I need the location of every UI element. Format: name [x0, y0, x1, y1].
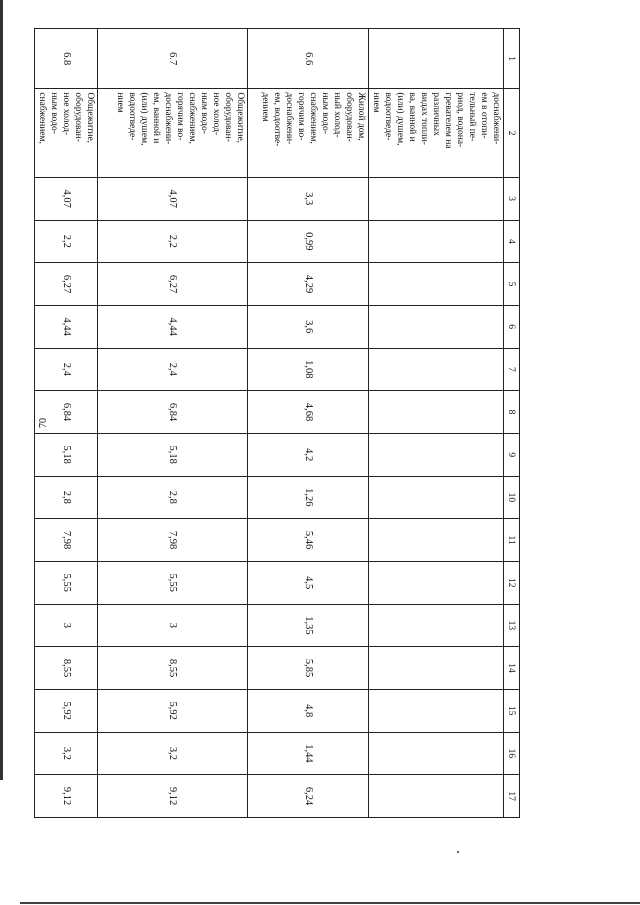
value-cell: 6,84	[98, 391, 248, 434]
column-number-header: 8	[504, 391, 520, 434]
value-cell: 3,2	[35, 732, 98, 775]
header-row	[504, 29, 520, 818]
total-cell: 9,12	[98, 775, 248, 818]
column-number-header: 3	[504, 177, 520, 220]
value-cell: 5,85	[248, 647, 369, 690]
column-number-header: 5	[504, 263, 520, 306]
value-cell: 6,27	[35, 263, 98, 306]
value-cell: 3,2	[98, 732, 248, 775]
value-cell	[369, 689, 504, 732]
column-number-header: 17	[504, 775, 520, 818]
value-cell: 3,6	[248, 305, 369, 348]
value-cell	[369, 519, 504, 562]
column-number-header: 11	[504, 519, 520, 562]
row-description: доснабжени- ем в отопи- тельный пе- риод, водона- гревателем на различных видах топли- ва, ванной и (или) душем, водоотведе- нием	[369, 89, 504, 177]
value-cell: 1,08	[248, 348, 369, 391]
value-cell: 1,35	[248, 604, 369, 647]
column-number-header: 2	[504, 89, 520, 177]
total-cell: 6,24	[248, 775, 369, 818]
value-cell	[369, 348, 504, 391]
column-number-header: 4	[504, 220, 520, 263]
value-cell	[369, 561, 504, 604]
value-cell: 5,55	[98, 561, 248, 604]
value-cell: 7,98	[35, 519, 98, 562]
value-cell: 2,2	[35, 220, 98, 263]
scan-edge-line	[0, 0, 3, 780]
total-cell: 9,12	[35, 775, 98, 818]
value-cell: 2,4	[98, 348, 248, 391]
value-cell: 6,27	[98, 263, 248, 306]
value-cell: 5,92	[98, 689, 248, 732]
value-cell	[369, 177, 504, 220]
column-number-header: 13	[504, 604, 520, 647]
row-description: Общежитие, оборудован- ное холод- ным водо- снабжением,	[35, 89, 98, 177]
tariff-table	[34, 28, 520, 818]
column-number-header: 15	[504, 689, 520, 732]
value-cell: 6,84	[35, 391, 98, 434]
value-cell: 1,26	[248, 476, 369, 519]
row-description: Общежитие, оборудован- ное холод- ным водо- снабжением, горячим во- доснабжени- ем, ванной и (или) душем, водоотведе- нием	[98, 89, 248, 177]
column-number-header: 1	[504, 29, 520, 89]
value-cell: 3	[98, 604, 248, 647]
scan-edge-line-bottom	[20, 902, 640, 904]
value-cell: 4,8	[248, 689, 369, 732]
value-cell: 4,2	[248, 433, 369, 476]
value-cell	[369, 647, 504, 690]
value-cell: 4,07	[98, 177, 248, 220]
value-cell	[369, 305, 504, 348]
table-row	[369, 29, 504, 818]
value-cell: 3,3	[248, 177, 369, 220]
page-number: 70	[38, 418, 49, 428]
value-cell: 5,55	[35, 561, 98, 604]
row-number: 6.7	[98, 29, 248, 89]
row-number	[369, 29, 504, 89]
value-cell: 4,07	[35, 177, 98, 220]
value-cell: 4,29	[248, 263, 369, 306]
value-cell: 2,8	[35, 476, 98, 519]
value-cell	[369, 391, 504, 434]
value-cell: 4,44	[98, 305, 248, 348]
value-cell: 3	[35, 604, 98, 647]
total-cell	[369, 775, 504, 818]
value-cell: 8,55	[35, 647, 98, 690]
value-cell: 5,18	[98, 433, 248, 476]
row-description: Жилой дом, оборудован- ный холод- ным водо- снабжением, горячим во- доснабжени- ем, водоотве- дением	[248, 89, 369, 177]
value-cell	[369, 476, 504, 519]
column-number-header: 6	[504, 305, 520, 348]
value-cell: 8,55	[98, 647, 248, 690]
value-cell: 2,2	[98, 220, 248, 263]
table-body	[35, 29, 520, 818]
table-row	[98, 29, 248, 818]
value-cell	[369, 263, 504, 306]
value-cell: 7,98	[98, 519, 248, 562]
column-number-header: 16	[504, 732, 520, 775]
value-cell	[369, 732, 504, 775]
value-cell: 4,68	[248, 391, 369, 434]
row-number: 6.8	[35, 29, 98, 89]
column-number-header: 10	[504, 476, 520, 519]
value-cell: 1,44	[248, 732, 369, 775]
value-cell: 2,4	[35, 348, 98, 391]
value-cell	[369, 220, 504, 263]
value-cell: 5,46	[248, 519, 369, 562]
value-cell: 5,18	[35, 433, 98, 476]
column-number-header: 7	[504, 348, 520, 391]
column-number-header: 12	[504, 561, 520, 604]
table-row	[248, 29, 369, 818]
value-cell: 0,99	[248, 220, 369, 263]
value-cell: 4,5	[248, 561, 369, 604]
column-number-header: 14	[504, 647, 520, 690]
value-cell: 2,8	[98, 476, 248, 519]
value-cell: 5,92	[35, 689, 98, 732]
scan-dot	[457, 851, 459, 853]
table-row	[35, 29, 98, 818]
value-cell: 4,44	[35, 305, 98, 348]
value-cell	[369, 604, 504, 647]
value-cell	[369, 433, 504, 476]
column-number-header: 9	[504, 433, 520, 476]
row-number: 6.6	[248, 29, 369, 89]
